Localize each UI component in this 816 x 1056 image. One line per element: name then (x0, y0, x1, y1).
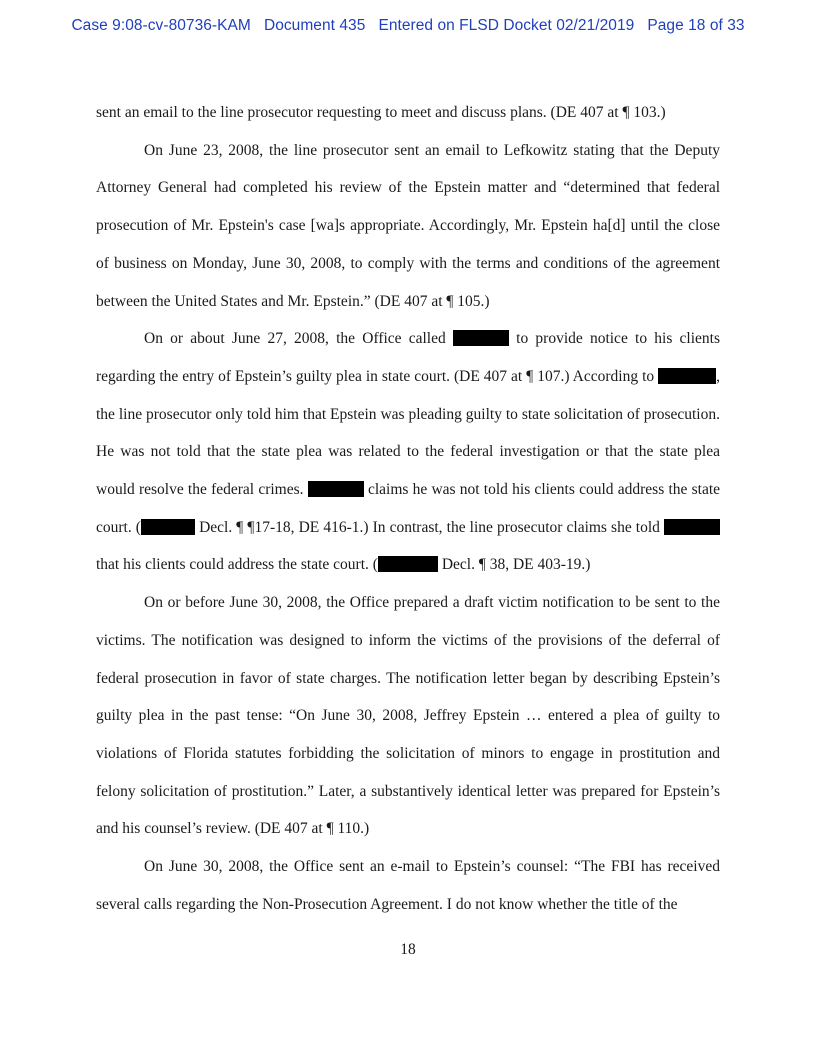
paragraph-june-27-text-1: On or about June 27, 2008, the Office called (144, 330, 446, 348)
docket-entry-date: Entered on FLSD Docket 02/21/2019 (378, 17, 635, 34)
redaction-box (664, 519, 720, 535)
page-indicator: Page 18 of 33 (647, 17, 745, 34)
paragraph-june-23: On June 23, 2008, the line prosecutor sent an email to Lefkowitz stating that the Deputy Attorney General had completed his review of the Epstein matter and “determined that federal prosecution of Mr. Epstein's case [wa]s appropriate. Accordingly, Mr. Epstein ha[d] until the close of business on Monday, June 30, 2008, to comply with the terms and conditions of the agreement between the United States and Mr. Epstein.” (DE 407 at ¶ 105.) (96, 141, 720, 310)
paragraph-june-27-text-5: Decl. ¶ ¶17-18, DE 416-1.) In contrast, the line prosecutor claims she told (199, 518, 660, 536)
paragraph-june-27-text-6: that his clients could address the state court. ( (96, 556, 378, 574)
paragraph-june-30-notification: On or before June 30, 2008, the Office prepared a draft victim notification to be sent to the victims. The notification was designed to inform the victims of the provisions of the deferral of federal prosecution in favor of state charges. The notification letter began by describing Epstein’s guilty plea in the past tense: “On June 30, 2008, Jeffrey Epstein … entered a plea of guilty to violations of Florida statutes forbidding the solicitation of minors to engage in prostitution and felony solicitation of prostitution.” Later, a substantively identical letter was prepared for Epstein’s and his counsel’s review. (DE 407 at ¶ 110.) (96, 594, 720, 838)
paragraph-june-30-email: On June 30, 2008, the Office sent an e-mail to Epstein’s counsel: “The FBI has received several calls regarding the Non-Prosecution Agreement. I do not know whether the title of the (96, 858, 720, 913)
document-number: Document 435 (263, 17, 366, 34)
redaction-box (378, 556, 438, 572)
paragraph-continuation: sent an email to the line prosecutor requesting to meet and discuss plans. (DE 407 at ¶ 103.) (96, 104, 666, 121)
redaction-box (308, 481, 364, 497)
paragraph-june-27-text-7: Decl. ¶ 38, DE 403-19.) (441, 556, 591, 574)
paragraph-june-27-text-2: to provide notice to his clients regarding the entry of Epstein’s guilty plea in state court. (DE 407 at ¶ 107.) According to (96, 330, 721, 385)
page-number: 18 (400, 941, 416, 958)
redaction-box (141, 519, 195, 535)
paragraph-june-27 (96, 320, 720, 584)
document-body (96, 94, 720, 923)
paragraph-june-27-text-3: , the line prosecutor only told him that Epstein was pleading guilty to state solicitation of prosecution. He was not told that the state plea was related to the federal investigation or that the state plea would resolve the federal crimes. (96, 367, 721, 499)
case-number: Case 9:08-cv-80736-KAM (71, 17, 251, 34)
redaction-box (658, 368, 716, 384)
paragraph-june-27-text-4: claims he was not told his clients could address the state court. ( (96, 481, 721, 536)
docket-header (0, 17, 816, 35)
redaction-box (453, 330, 509, 346)
